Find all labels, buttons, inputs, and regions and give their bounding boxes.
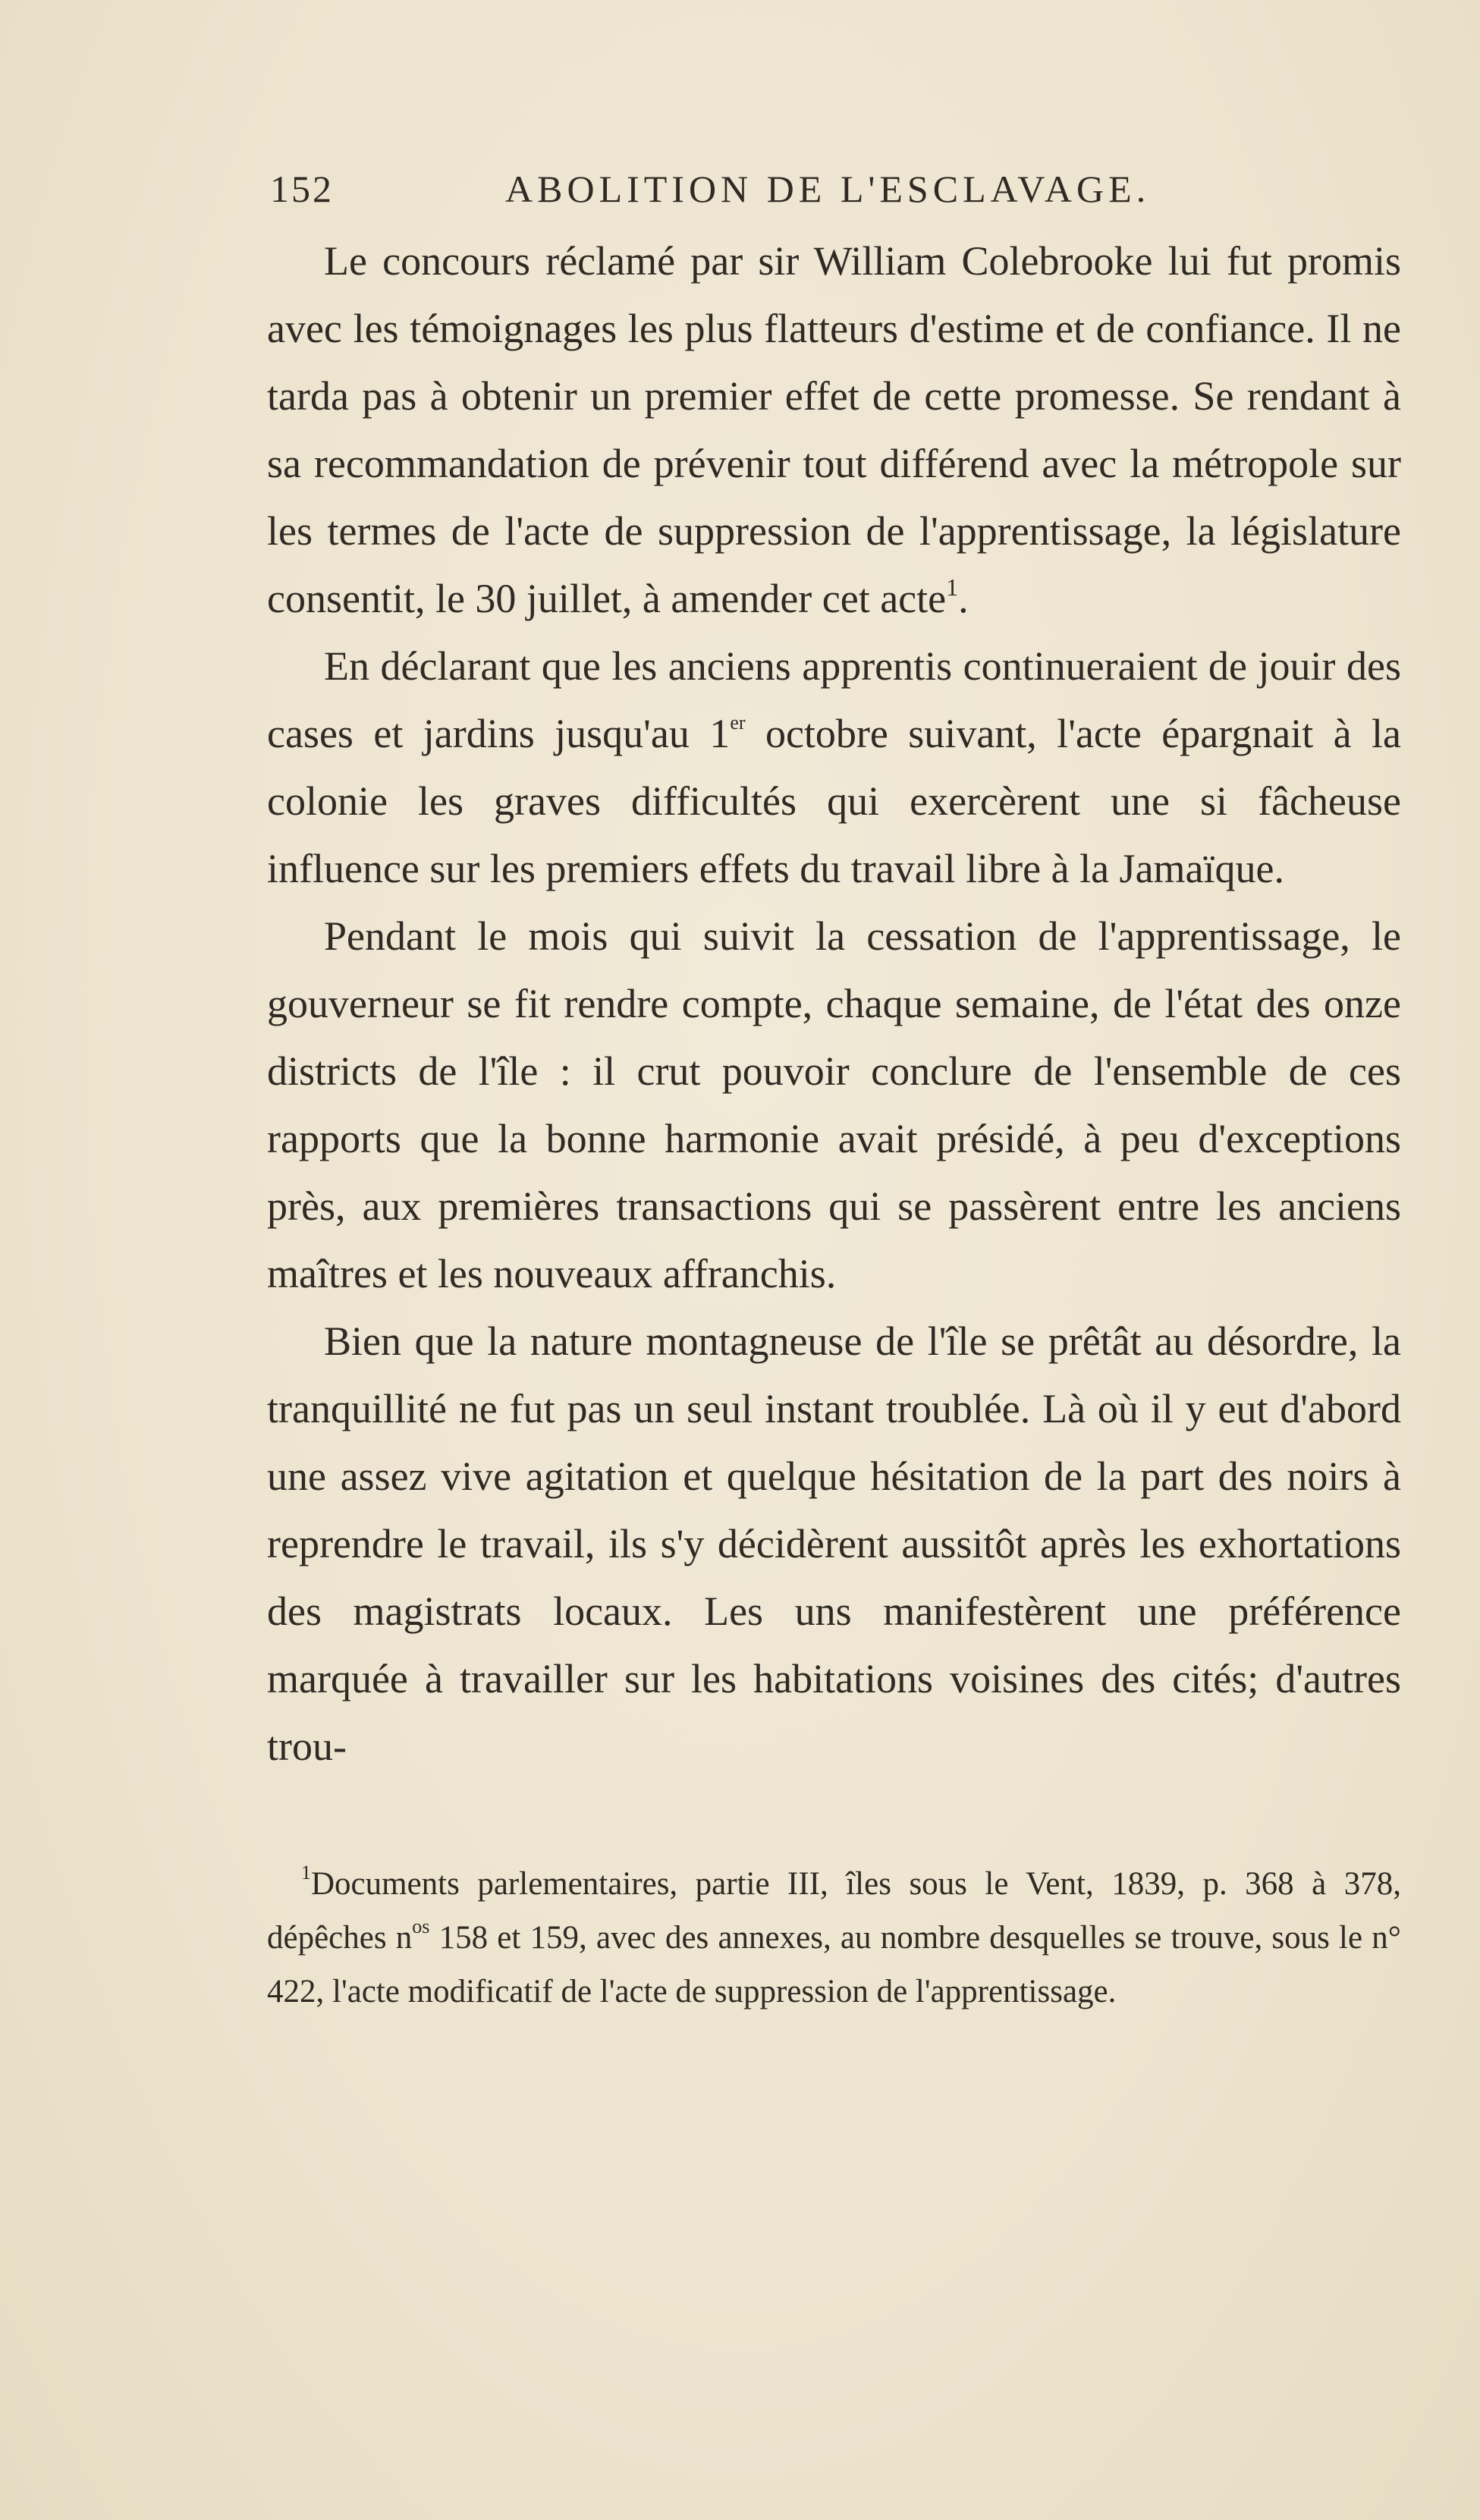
paragraph-text: Le concours réclamé par sir William Colebrooke lui fut promis avec les témoignages les plus flatteurs d'estime et de confiance. Il ne tarda pas à obtenir un premier effet de cette promesse. Se rendant à sa recommandation de prévenir tout différend avec la métropole sur les termes de l'acte de suppression de l'apprentissage, la législature consentit, le 30 juillet, à amender cet acte <box>267 238 1401 621</box>
running-title: ABOLITION DE L'ESCLAVAGE. <box>505 168 1151 210</box>
paragraph: Bien que la nature montagneuse de l'île se prêtât au désordre, la tranquillité ne fut pas un seul instant troublée. Là où il y eut d'abord une assez vive agitation et quelque hésitation de la part des noirs à reprendre le travail, ils s'y décidèrent aussitôt après les exhortations des magistrats locaux. Les uns manifestèrent une préférence marquée à travailler sur les habitations voisines des cités; d'autres trou- <box>267 1318 1401 1769</box>
paragraph <box>267 228 1401 633</box>
footnote-reference: 1 <box>946 573 959 601</box>
footnote-mark: 1 <box>301 1862 311 1884</box>
footnote-text: 158 et 159, avec des annexes, au nombre desquelles se trouve, sous le n° 422, l'acte modificatif de l'acte de suppression de l'apprentissage. <box>267 1920 1401 2009</box>
main-text <box>267 228 1401 1780</box>
page-header <box>270 167 1211 212</box>
paragraph <box>267 633 1401 903</box>
paragraph-text: . <box>958 576 969 621</box>
footnote <box>267 1857 1401 2019</box>
footnotes <box>267 1857 1401 2019</box>
paragraph: Pendant le mois qui suivit la cessation de l'apprentissage, le gouverneur se fit rendre compte, chaque semaine, de l'état des onze districts de l'île : il crut pouvoir conclure de l'ensemble de ces rapports que la bonne harmonie avait présidé, à peu d'exceptions près, aux premières transactions qui se passèrent entre les anciens maîtres et les nouveaux affranchis. <box>267 913 1401 1296</box>
abbreviation-superscript: os <box>412 1915 430 1937</box>
paragraph-text: En déclarant que les anciens apprentis continueraient de jouir des cases et jardins jusqu'au 1 <box>267 643 1401 756</box>
footnote-text: Documents parlementaires, partie III, îles sous le Vent, 1839, p. 368 à 378, dépêches n <box>267 1866 1401 1956</box>
paragraph-text: octobre suivant, l'acte épargnait à la colonie les graves difficultés qui exercèrent une si fâcheuse influence sur les premiers effets du travail libre à la Jamaïque. <box>267 711 1401 891</box>
ordinal-superscript: er <box>730 712 746 734</box>
page-number: 152 <box>270 168 334 210</box>
